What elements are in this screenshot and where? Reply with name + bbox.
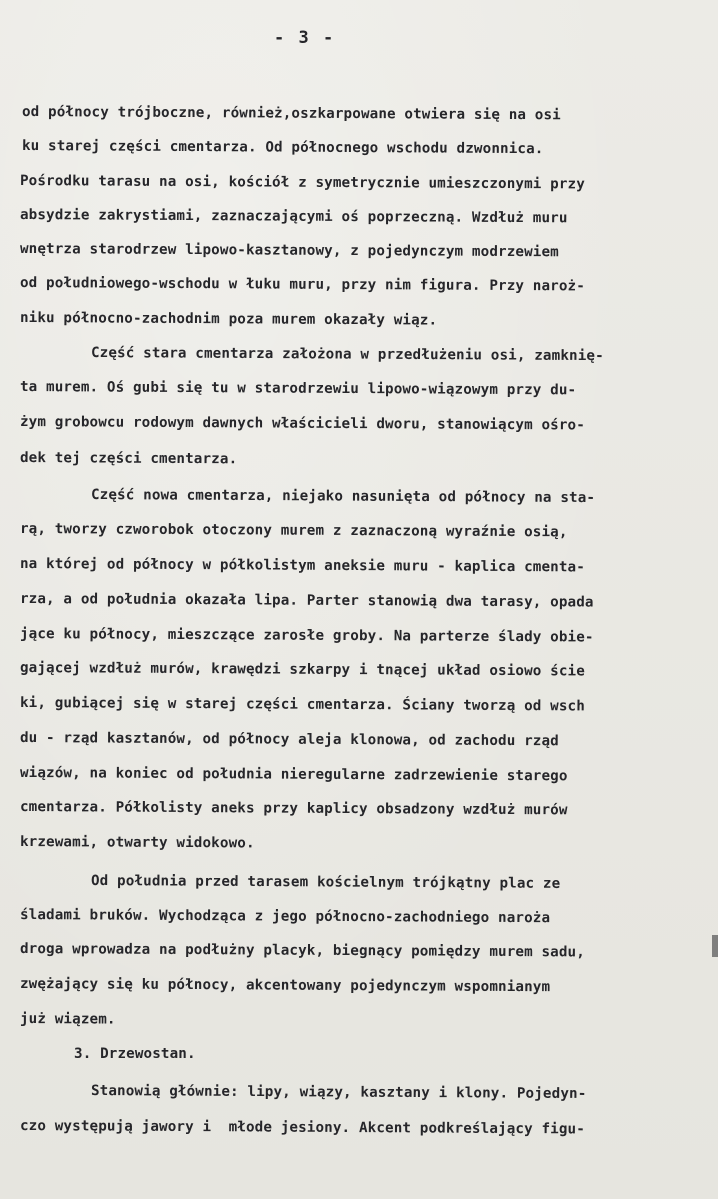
text-line: wnętrza starodrzew lipowo-kasztanowy, z pojedynczym modrzewiem (19, 241, 559, 261)
text-line: już wiązem. (19, 1011, 116, 1028)
page-number: - 3 - (274, 28, 336, 48)
text-line: niku północno-zachodnim poza murem okazały wiąz. (19, 310, 438, 329)
text-line: wiązów, na koniec od południa nieregularne zadrzewienie starego (19, 765, 568, 785)
section-heading: 3. Drzewostan. (74, 1046, 196, 1062)
text-line: od południowego-wschodu w łuku muru, przy nim figura. Przy naroż- (19, 275, 586, 295)
text-line: droga wprowadza na podłużny placyk, biegnący pomiędzy murem sadu, (19, 941, 586, 961)
text-line: Pośrodku tarasu na osi, kościół z symetrycznie umieszczonymi przy (19, 173, 586, 193)
text-line: gającej wzdłuż murów, krawędzi szkarpy i tnącej układ osiowo ście (19, 660, 586, 680)
text-line: na której od północy w półkolistym aneksie muru - kaplica cmenta- (19, 556, 586, 576)
text-line: ki, gubiącej się w starej części cmentarza. Ściany tworzą od wsch (19, 695, 586, 715)
text-line: ku starej części cmentarza. Od północnego wschodu dzwonnica. (21, 138, 544, 158)
text-line: jące ku północy, mieszczące zarosłe groby. Na parterze ślady obie- (19, 626, 594, 646)
text-line: cmentarza. Półkolisty aneks przy kaplicy obsadzony wzdłuż murów (19, 799, 568, 819)
text-line: Od południa przed tarasem kościelnym trójkątny plac ze (90, 873, 561, 892)
text-line: zwężający się ku północy, akcentowany pojedynczym wspomnianym (19, 976, 551, 996)
text-line: czo występują jawory i młode jesiony. Akcent podkreślający figu- (19, 1118, 586, 1138)
text-line: Część stara cmentarza założona w przedłużeniu osi, zamknię- (90, 345, 604, 365)
text-line: rą, tworzy czworobok otoczony murem z zaznaczoną wyraźnie osią, (19, 521, 568, 541)
text-line: krzewami, otwarty widokowo. (19, 834, 255, 852)
text-line: ta murem. Oś gubi się tu w starodrzewiu lipowo-wiązowym przy du- (19, 379, 577, 399)
text-line: Stanowią głównie: lipy, wiązy, kasztany i klony. Pojedyn- (90, 1083, 587, 1103)
text-line: żym grobowcu rodowym dawnych właścicieli dworu, stanowiącym ośro- (19, 414, 586, 434)
text-line: dek tej części cmentarza. (19, 450, 238, 468)
text-line: rza, a od południa okazała lipa. Parter stanowią dwa tarasy, opada (19, 591, 594, 611)
text-line: absydzie zakrystiami, zaznaczającymi oś poprzeczną. Wzdłuż muru (19, 207, 568, 227)
text-line: od północy trójboczne, również,oszkarpowane otwiera się na osi (21, 104, 561, 124)
text-line: śladami bruków. Wychodząca z jego północno-zachodniego naroża (19, 907, 551, 927)
text-line: du - rząd kasztanów, od północy aleja klonowa, od zachodu rząd (19, 730, 559, 750)
text-line: Część nowa cmentarza, niejako nasunięta od północy na sta- (90, 487, 596, 507)
right-edge-mark (712, 935, 718, 957)
